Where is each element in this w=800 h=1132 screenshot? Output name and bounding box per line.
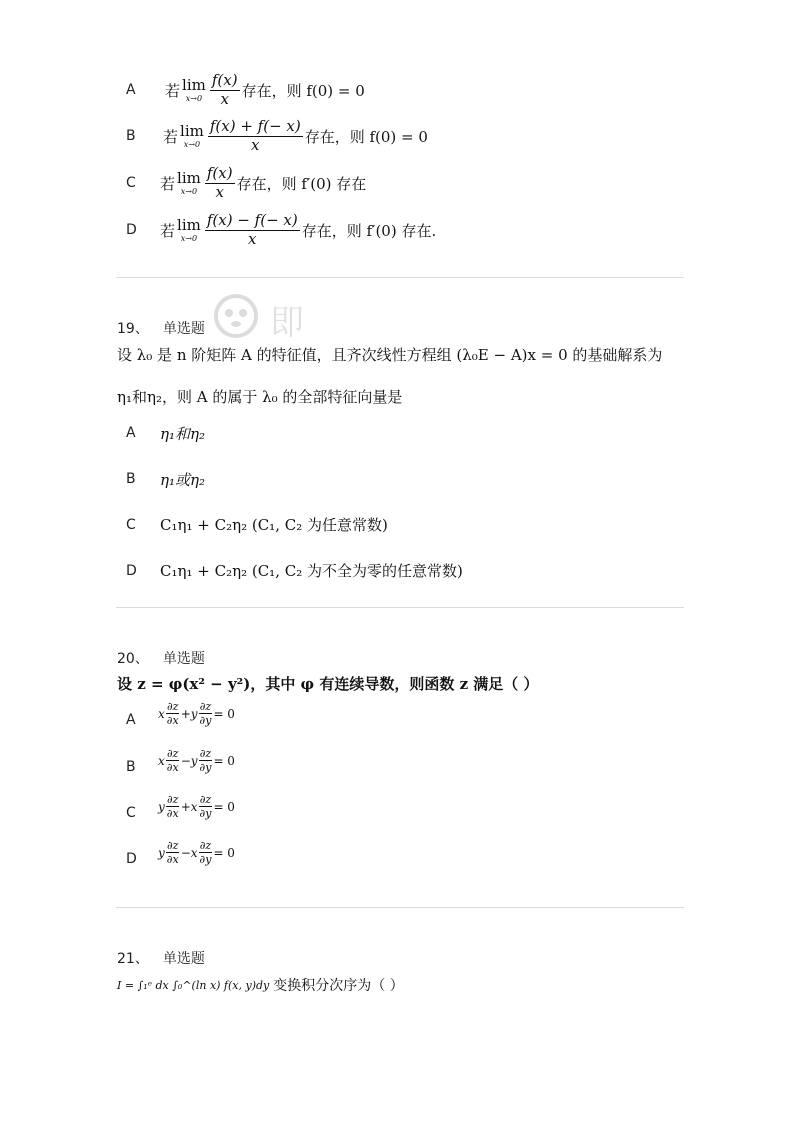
q19-header: 19、 单选题 [117, 321, 205, 337]
q20-header: 20、 单选题 [117, 651, 205, 667]
q19-option-b[interactable]: η₁或η₂ [160, 471, 206, 489]
svg-text:即: 即 [270, 303, 304, 343]
option-letter: C [126, 805, 136, 821]
panda-watermark-icon [210, 290, 380, 348]
option-letter: B [126, 128, 136, 144]
q20-option-c[interactable]: y ∂z ∂x + x $\frac{\partial z}{\partial y}$ = 0 [158, 793, 235, 821]
q20-option-b[interactable]: x ∂z ∂x − y $\frac{\partial z}{\partial y}$ = 0 [158, 747, 235, 775]
q21-stem: I = ∫₁ᵉ dx ∫₀^(ln x) f(x, y)dy 变换积分次序为（ ） [117, 978, 404, 994]
divider [116, 907, 684, 908]
q20-option-d[interactable]: y ∂z ∂x − x $\frac{\partial z}{\partial y}$ = 0 [158, 839, 235, 867]
q19-option-d[interactable]: C₁η₁ + C₂η₂ (C₁, C₂ 为不全为零的任意常数) [160, 562, 463, 580]
option-letter: B [126, 471, 136, 487]
divider [116, 277, 684, 278]
option-letter: A [126, 82, 136, 98]
option-letter: A [126, 425, 136, 441]
option-letter: C [126, 517, 136, 533]
q20-option-a[interactable]: x ∂z ∂x + y $\frac{\partial z}{\partial y}$ = 0 [158, 700, 235, 728]
option-letter: D [126, 563, 137, 579]
option-letter: D [126, 222, 137, 238]
q18-option-a[interactable]: 若 lim x→0 $\frac{f(x)}{x}$ 存在，则 f(0) = 0 [165, 71, 365, 108]
option-letter: C [126, 175, 136, 191]
q18-option-c[interactable]: 若 lim x→0 $\frac{f(x)}{x}$ 存在，则 f′(0) 存在 [160, 164, 367, 201]
q20-stem: 设 z = φ(x² − y²)，其中 φ 有连续导数，则函数 z 满足（ ） [117, 675, 539, 693]
divider [116, 607, 684, 608]
q19-option-a[interactable]: η₁和η₂ [160, 425, 206, 443]
q21-header: 21、 单选题 [117, 951, 205, 967]
q19-stem-line2: η₁和η₂，则 A 的属于 λ₀ 的全部特征向量是 [117, 388, 403, 406]
option-letter: A [126, 712, 136, 728]
q18-option-d[interactable]: 若 lim x→0 $\frac{f(x) - f(- x)}{x}$ 存在，则 f′(0) 存在. [160, 211, 437, 248]
option-letter: D [126, 851, 137, 867]
q19-stem-line1: 设 λ₀ 是 n 阶矩阵 A 的特征值，且齐次线性方程组 (λ₀E − A)x = 0 的基础解系为 [117, 346, 663, 364]
q19-option-c[interactable]: C₁η₁ + C₂η₂ (C₁, C₂ 为任意常数) [160, 516, 388, 534]
option-letter: B [126, 759, 136, 775]
q18-option-b[interactable]: 若 lim x→0 $\frac{f(x) + f(- x)}{x}$ 存在，则 f(0) = 0 [163, 117, 428, 154]
